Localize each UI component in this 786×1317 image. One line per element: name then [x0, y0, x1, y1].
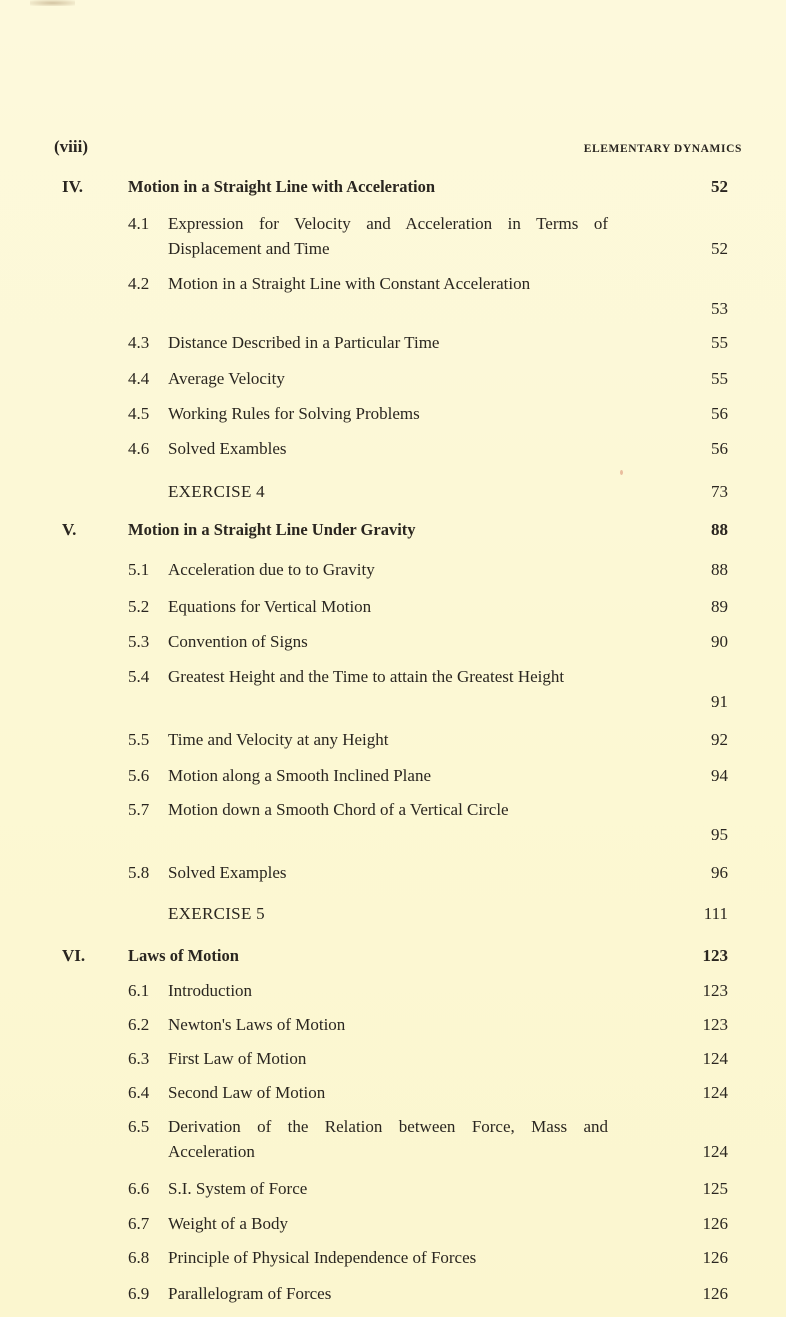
page-number: 111 [703, 904, 728, 923]
page-number: 88 [711, 520, 728, 539]
section-title: Expression for Velocity and Acceleration in Terms of Displacement and Time [168, 214, 608, 258]
section-number: 6.5 [128, 1117, 150, 1136]
section-number: 4.6 [128, 439, 150, 458]
section-number: 6.1 [128, 981, 150, 1000]
section-title: Principle of Physical Independence of Forces [168, 1248, 477, 1267]
section-number: 5.3 [128, 632, 150, 651]
page-number: 91 [711, 692, 728, 711]
page-number: 55 [711, 333, 728, 352]
page-number: 126 [702, 1248, 728, 1267]
page-number: 73 [711, 482, 728, 501]
section-number: 6.3 [128, 1049, 150, 1068]
section-title: Greatest Height and the Time to attain the Greatest Height [168, 667, 565, 686]
page-number: 126 [702, 1284, 728, 1303]
section-title: Parallelogram of Forces [168, 1284, 332, 1303]
section-number: 4.4 [128, 369, 150, 388]
page-number: 52 [711, 239, 728, 258]
page-number: 124 [702, 1083, 728, 1102]
chapter-title: Motion in a Straight Line Under Gravity [128, 520, 416, 539]
page-number: 123 [702, 946, 728, 965]
section-title: Derivation of the Relation between Force, Mass and Acceleration [168, 1117, 608, 1161]
section-number: 6.2 [128, 1015, 150, 1034]
section-title: Distance Described in a Particular Time [168, 333, 440, 352]
section-number: 5.5 [128, 730, 150, 749]
section-title: First Law of Motion [168, 1049, 307, 1068]
page-number: 52 [711, 177, 728, 196]
section-number: 4.3 [128, 333, 150, 352]
section-title: Solved Examples [168, 863, 287, 882]
running-title: ELEMENTARY DYNAMICS [583, 143, 742, 155]
page-number: 89 [711, 597, 728, 616]
section-title: Average Velocity [168, 369, 285, 388]
page-number: 55 [711, 369, 728, 388]
section-title: Time and Velocity at any Height [168, 730, 389, 749]
section-number: 6.7 [128, 1214, 150, 1233]
section-title: Second Law of Motion [168, 1083, 326, 1102]
section-title: Motion in a Straight Line with Constant Acceleration [168, 274, 531, 293]
page-number: 124 [702, 1142, 728, 1161]
page-stain [30, 0, 75, 6]
page-number: 123 [702, 1015, 728, 1034]
section-number: 6.4 [128, 1083, 150, 1102]
section-title: Convention of Signs [168, 632, 308, 651]
section-title: Motion down a Smooth Chord of a Vertical Circle [168, 800, 509, 819]
page-number: 88 [711, 560, 728, 579]
page-speck [620, 470, 623, 475]
section-number: 5.1 [128, 560, 150, 579]
page-number: 56 [711, 439, 728, 458]
chapter-number: V. [62, 520, 77, 539]
page-number: 53 [711, 299, 728, 318]
page-number: 124 [702, 1049, 728, 1068]
section-title: Newton's Laws of Motion [168, 1015, 346, 1034]
page-number: 95 [711, 825, 728, 844]
exercise-title: EXERCISE 5 [168, 904, 265, 923]
page-number: 90 [711, 632, 728, 651]
section-title: Motion along a Smooth Inclined Plane [168, 766, 431, 785]
section-number: 6.6 [128, 1179, 150, 1198]
section-title: Acceleration due to to Gravity [168, 560, 375, 579]
chapter-title: Laws of Motion [128, 946, 239, 965]
page-number: 123 [702, 981, 728, 1000]
section-number: 5.6 [128, 766, 150, 785]
page-number: 94 [711, 766, 728, 785]
page-folio: (viii) [54, 137, 88, 156]
section-number: 6.9 [128, 1284, 150, 1303]
section-number: 5.7 [128, 800, 150, 819]
section-number: 4.5 [128, 404, 150, 423]
chapter-number: VI. [62, 946, 86, 965]
section-number: 5.8 [128, 863, 150, 882]
chapter-title: Motion in a Straight Line with Acceleration [128, 177, 436, 196]
section-number: 5.2 [128, 597, 150, 616]
section-title: Weight of a Body [168, 1214, 288, 1233]
page-number: 56 [711, 404, 728, 423]
page-number: 92 [711, 730, 728, 749]
exercise-title: EXERCISE 4 [168, 482, 265, 501]
chapter-number: IV. [62, 177, 83, 196]
section-number: 4.1 [128, 214, 150, 233]
section-title: Equations for Vertical Motion [168, 597, 372, 616]
section-title: Introduction [168, 981, 253, 1000]
section-title: Solved Exambles [168, 439, 287, 458]
section-number: 4.2 [128, 274, 150, 293]
section-title: S.I. System of Force [168, 1179, 308, 1198]
section-number: 6.8 [128, 1248, 150, 1267]
page-number: 125 [702, 1179, 728, 1198]
section-title: Working Rules for Solving Problems [168, 404, 420, 423]
page-number: 96 [711, 863, 728, 882]
section-number: 5.4 [128, 667, 150, 686]
page-number: 126 [702, 1214, 728, 1233]
page-header [54, 137, 742, 161]
